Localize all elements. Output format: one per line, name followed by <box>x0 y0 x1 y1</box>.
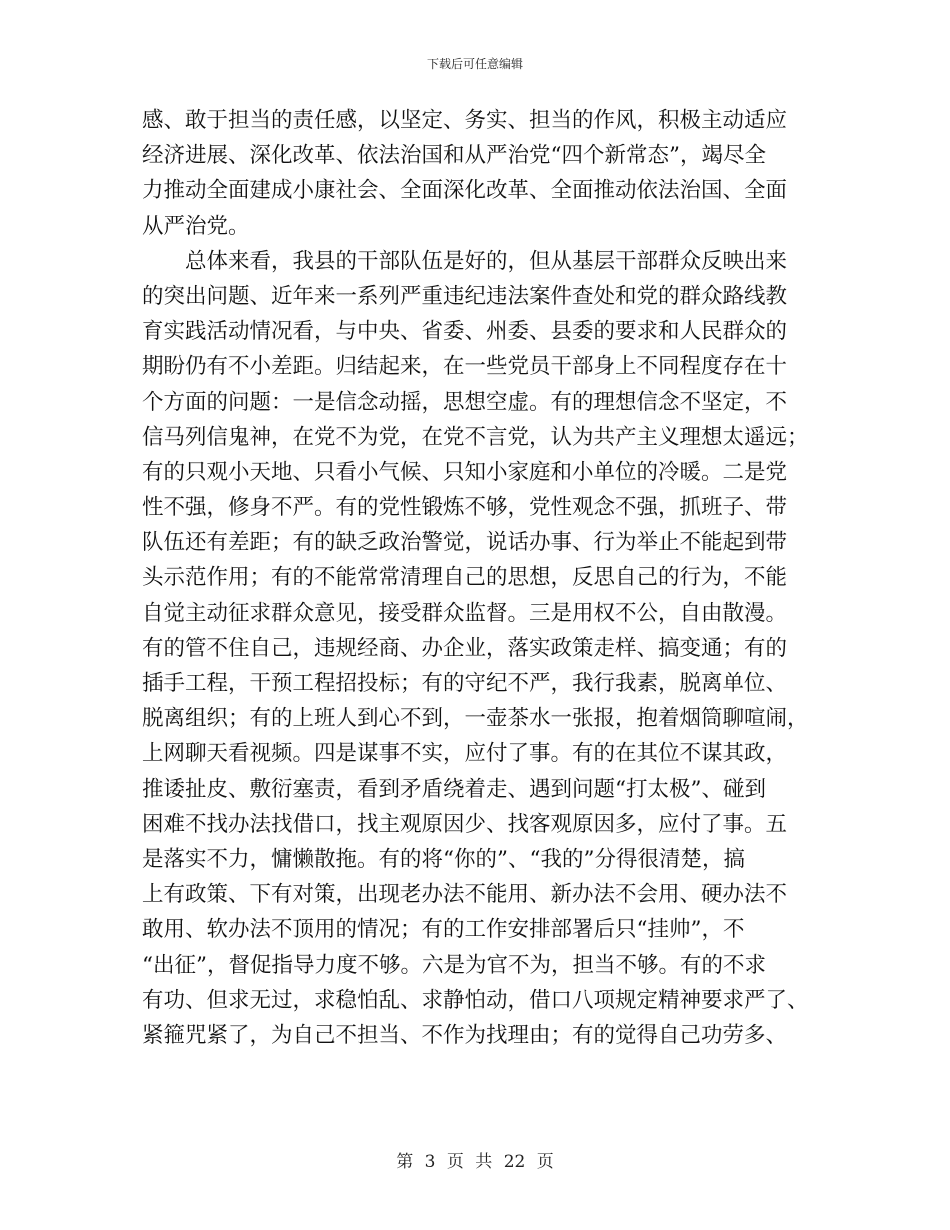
text-line: 期盼仍有不小差距。归结起来，在一些党员干部身上不同程度存在十 <box>142 354 788 380</box>
text-line: 是落实不力，慵懒散拖。有的将“你的”、“我的”分得很清楚，搞 <box>142 846 745 872</box>
text-line: 脱离组织；有的上班人到心不到，一壶茶水一张报，抱着烟筒聊喧闹， <box>142 706 809 732</box>
text-line: 性不强，修身不严。有的党性锻炼不够，党性观念不强，抓班子、带 <box>142 495 788 521</box>
text-line: 的突出问题、近年来一系列严重违纪违法案件查处和党的群众路线教 <box>142 283 788 309</box>
text-line: 力推动全面建成小康社会、全面深化改革、全面推动依法治国、全面 <box>142 178 788 204</box>
body-text <box>142 103 809 1053</box>
text-line: 头示范作用；有的不能常常清理自己的思想，反思自己的行为，不能 <box>142 565 788 591</box>
text-line: 从严治党。 <box>142 213 250 239</box>
text-line: 上网聊天看视频。四是谋事不实，应付了事。有的在其位不谋其政， <box>142 741 788 767</box>
text-line: 育实践活动情况看，与中央、省委、州委、县委的要求和人民群众的 <box>142 319 788 345</box>
text-line: 有的管不住自己，违规经商、办企业，落实政策走样、搞变通；有的 <box>142 635 788 661</box>
text-line: 有的只观小天地、只看小气候、只知小家庭和小单位的冷暖。二是党 <box>142 459 788 485</box>
page-number-footer: 第 3 页 共 22 页 <box>396 1152 554 1172</box>
text-line: 上有政策、下有对策，出现老办法不能用、新办法不会用、硬办法不 <box>142 882 788 908</box>
text-line: 经济进展、深化改革、依法治国和从严治党“四个新常态”，竭尽全 <box>142 143 766 169</box>
text-line: 总体来看，我县的干部队伍是好的，但从基层干部群众反映出来 <box>142 248 788 274</box>
text-line: 敢用、软办法不顶用的情况；有的工作安排部署后只“挂帅”，不 <box>142 917 745 943</box>
page-header: 下载后可任意编辑 <box>426 57 523 71</box>
text-line: 紧箍咒紧了，为自己不担当、不作为找理由；有的觉得自己功劳多、 <box>142 1022 788 1048</box>
text-line: 插手工程，干预工程招投标；有的守纪不严，我行我素，脱离单位、 <box>142 671 788 696</box>
text-line: 自觉主动征求群众意见，接受群众监督。三是用权不公，自由散漫。 <box>142 600 788 626</box>
text-line: 困难不找办法找借口，找主观原因少、找客观原因多，应付了事。五 <box>142 811 788 837</box>
text-line: 感、敢于担当的责任感，以坚定、务实、担当的作风，积极主动适应 <box>142 108 788 133</box>
text-line: “出征”，督促指导力度不够。六是为官不为，担当不够。有的不求 <box>142 952 766 978</box>
text-line: 个方面的问题：一是信念动摇，思想空虚。有的理想信念不坚定，不 <box>142 389 788 415</box>
text-line: 信马列信鬼神，在党不为党，在党不言党，认为共产主义理想太遥远； <box>142 424 809 450</box>
text-line: 推诿扯皮、敷衍塞责，看到矛盾绕着走、遇到问题“打太极”、碰到 <box>142 776 766 802</box>
text-line: 队伍还有差距；有的缺乏政治警觉，说话办事、行为举止不能起到带 <box>142 530 788 556</box>
text-line: 有功、但求无过，求稳怕乱、求静怕动，借口八项规定精神要求严了、 <box>142 987 809 1013</box>
